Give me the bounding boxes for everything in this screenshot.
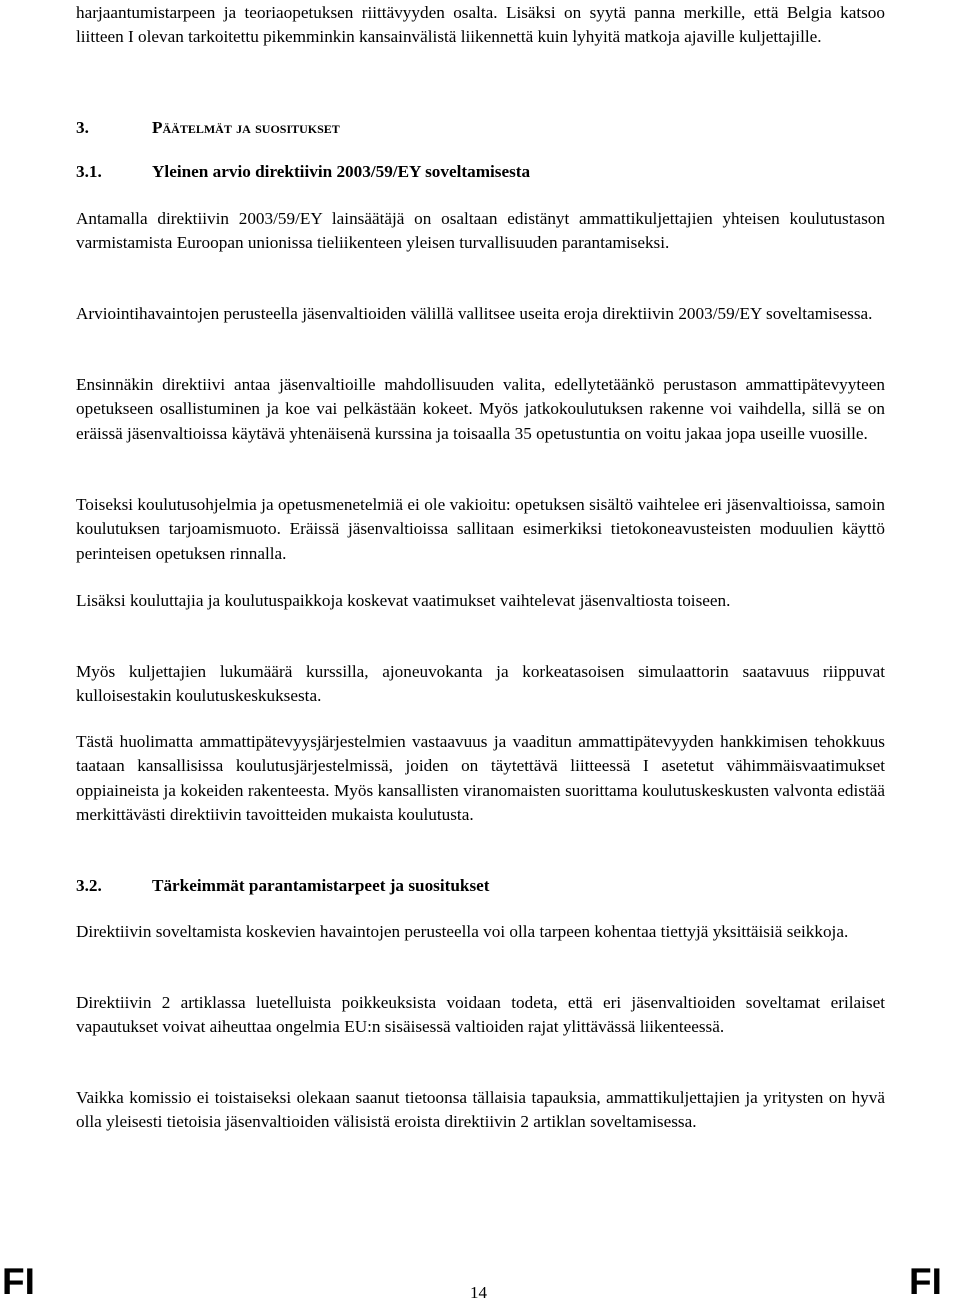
section-3-number: 3. — [76, 118, 89, 137]
footer-language-marker-left: FI — [2, 1261, 35, 1302]
intro-paragraph: harjaantumistarpeen ja teoriaopetuksen riittävyyden osalta. Lisäksi on syytä panna merkille, että Belgia katsoo liitteen I olevan tarkoitettu pikemminkin kansainvälistä liikennettä kuin lyhyitä matkoja ajaville kuljettajille. — [76, 3, 885, 47]
section-3-1-title: Yleinen arvio direktiivin 2003/59/EY soveltamisesta — [152, 162, 531, 181]
paragraph-3-1-5: Lisäksi kouluttajia ja koulutuspaikkoja koskevat vaatimukset vaihtelevat jäsenvaltiosta toiseen. — [76, 591, 731, 610]
section-3-2-heading — [76, 874, 490, 898]
section-3-1-heading — [76, 160, 530, 184]
paragraph-3-1-3: Ensinnäkin direktiivi antaa jäsenvaltioille mahdollisuuden valita, edellytetäänkö perustason ammattipätevyyteen opetukseen osallistuminen ja koe vai pelkästään kokeet. Myös jatkokoulutuksen rakenne voi vaihdella, sillä se on eräissä jäsenvaltioissa käytävä yhtenäisenä kurssina ja toisaalla 35 opetustuntia on voitu jakaa jopa useille vuosille. — [76, 375, 885, 443]
footer-language-marker-right: FI — [909, 1261, 942, 1302]
section-3-1-number: 3.1. — [76, 162, 102, 181]
paragraph-3-2-3: Vaikka komissio ei toistaiseksi olekaan saanut tietoonsa tällaisia tapauksia, ammattikuljettajien ja yritysten on hyvä olla yleisesti tietoisia jäsenvaltioiden välisistä eroista direktiivin 2 artiklan soveltamisessa. — [76, 1088, 885, 1132]
paragraph-3-2-2: Direktiivin 2 artiklassa luetelluista poikkeuksista voidaan todeta, että eri jäsenvaltioiden soveltamat erilaiset vapautukset voivat aiheuttaa ongelmia EU:n sisäisessä valtioiden rajat ylittävässä liikenteessä. — [76, 993, 885, 1037]
paragraph-3-1-4: Toiseksi koulutusohjelmia ja opetusmenetelmiä ei ole vakioitu: opetuksen sisältö vaihtelee eri jäsenvaltioissa, samoin koulutuksen tarjoamismuoto. Eräissä jäsenvaltioissa sallitaan esimerkiksi tietokoneavusteisten moduulien käyttö perinteisen opetuksen rinnalla. — [76, 495, 885, 563]
paragraph-3-1-2: Arviointihavaintojen perusteella jäsenvaltioiden välillä vallitsee useita eroja direktiivin 2003/59/EY soveltamisessa. — [76, 304, 873, 323]
paragraph-3-1-1: Antamalla direktiivin 2003/59/EY lainsäätäjä on osaltaan edistänyt ammattikuljettajien yhteisen koulutustason varmistamista Euroopan unionissa tieliikenteen yleisen turvallisuuden parantamiseksi. — [76, 209, 885, 253]
section-3-title: Päätelmät ja suositukset — [152, 118, 340, 137]
section-3-2-title: Tärkeimmät parantamistarpeet ja suositukset — [152, 876, 490, 895]
page-number: 14 — [470, 1283, 487, 1302]
paragraph-3-1-6: Myös kuljettajien lukumäärä kurssilla, ajoneuvokanta ja korkeatasoisen simulaattorin saatavuus riippuvat kulloisestakin koulutuskeskuksesta. — [76, 662, 885, 706]
paragraph-3-1-7: Tästä huolimatta ammattipätevyysjärjestelmien vastaavuus ja vaaditun ammattipätevyyden hankkimisen tehokkuus taataan kansallisissa koulutusjärjestelmissä, joiden on täytettävä liitteessä I asetetut vähimmäisvaatimukset oppiaineista ja kokeiden rakenteesta. Myös kansallisten viranomaisten suorittama koulutuskeskusten valvonta edistää merkittävästi direktiivin tavoitteiden mukaista koulutusta. — [76, 732, 885, 824]
paragraph-3-2-1: Direktiivin soveltamista koskevien havaintojen perusteella voi olla tarpeen kohentaa tiettyjä yksittäisiä seikkoja. — [76, 922, 849, 941]
section-3-heading — [76, 116, 340, 140]
section-3-2-number: 3.2. — [76, 876, 102, 895]
